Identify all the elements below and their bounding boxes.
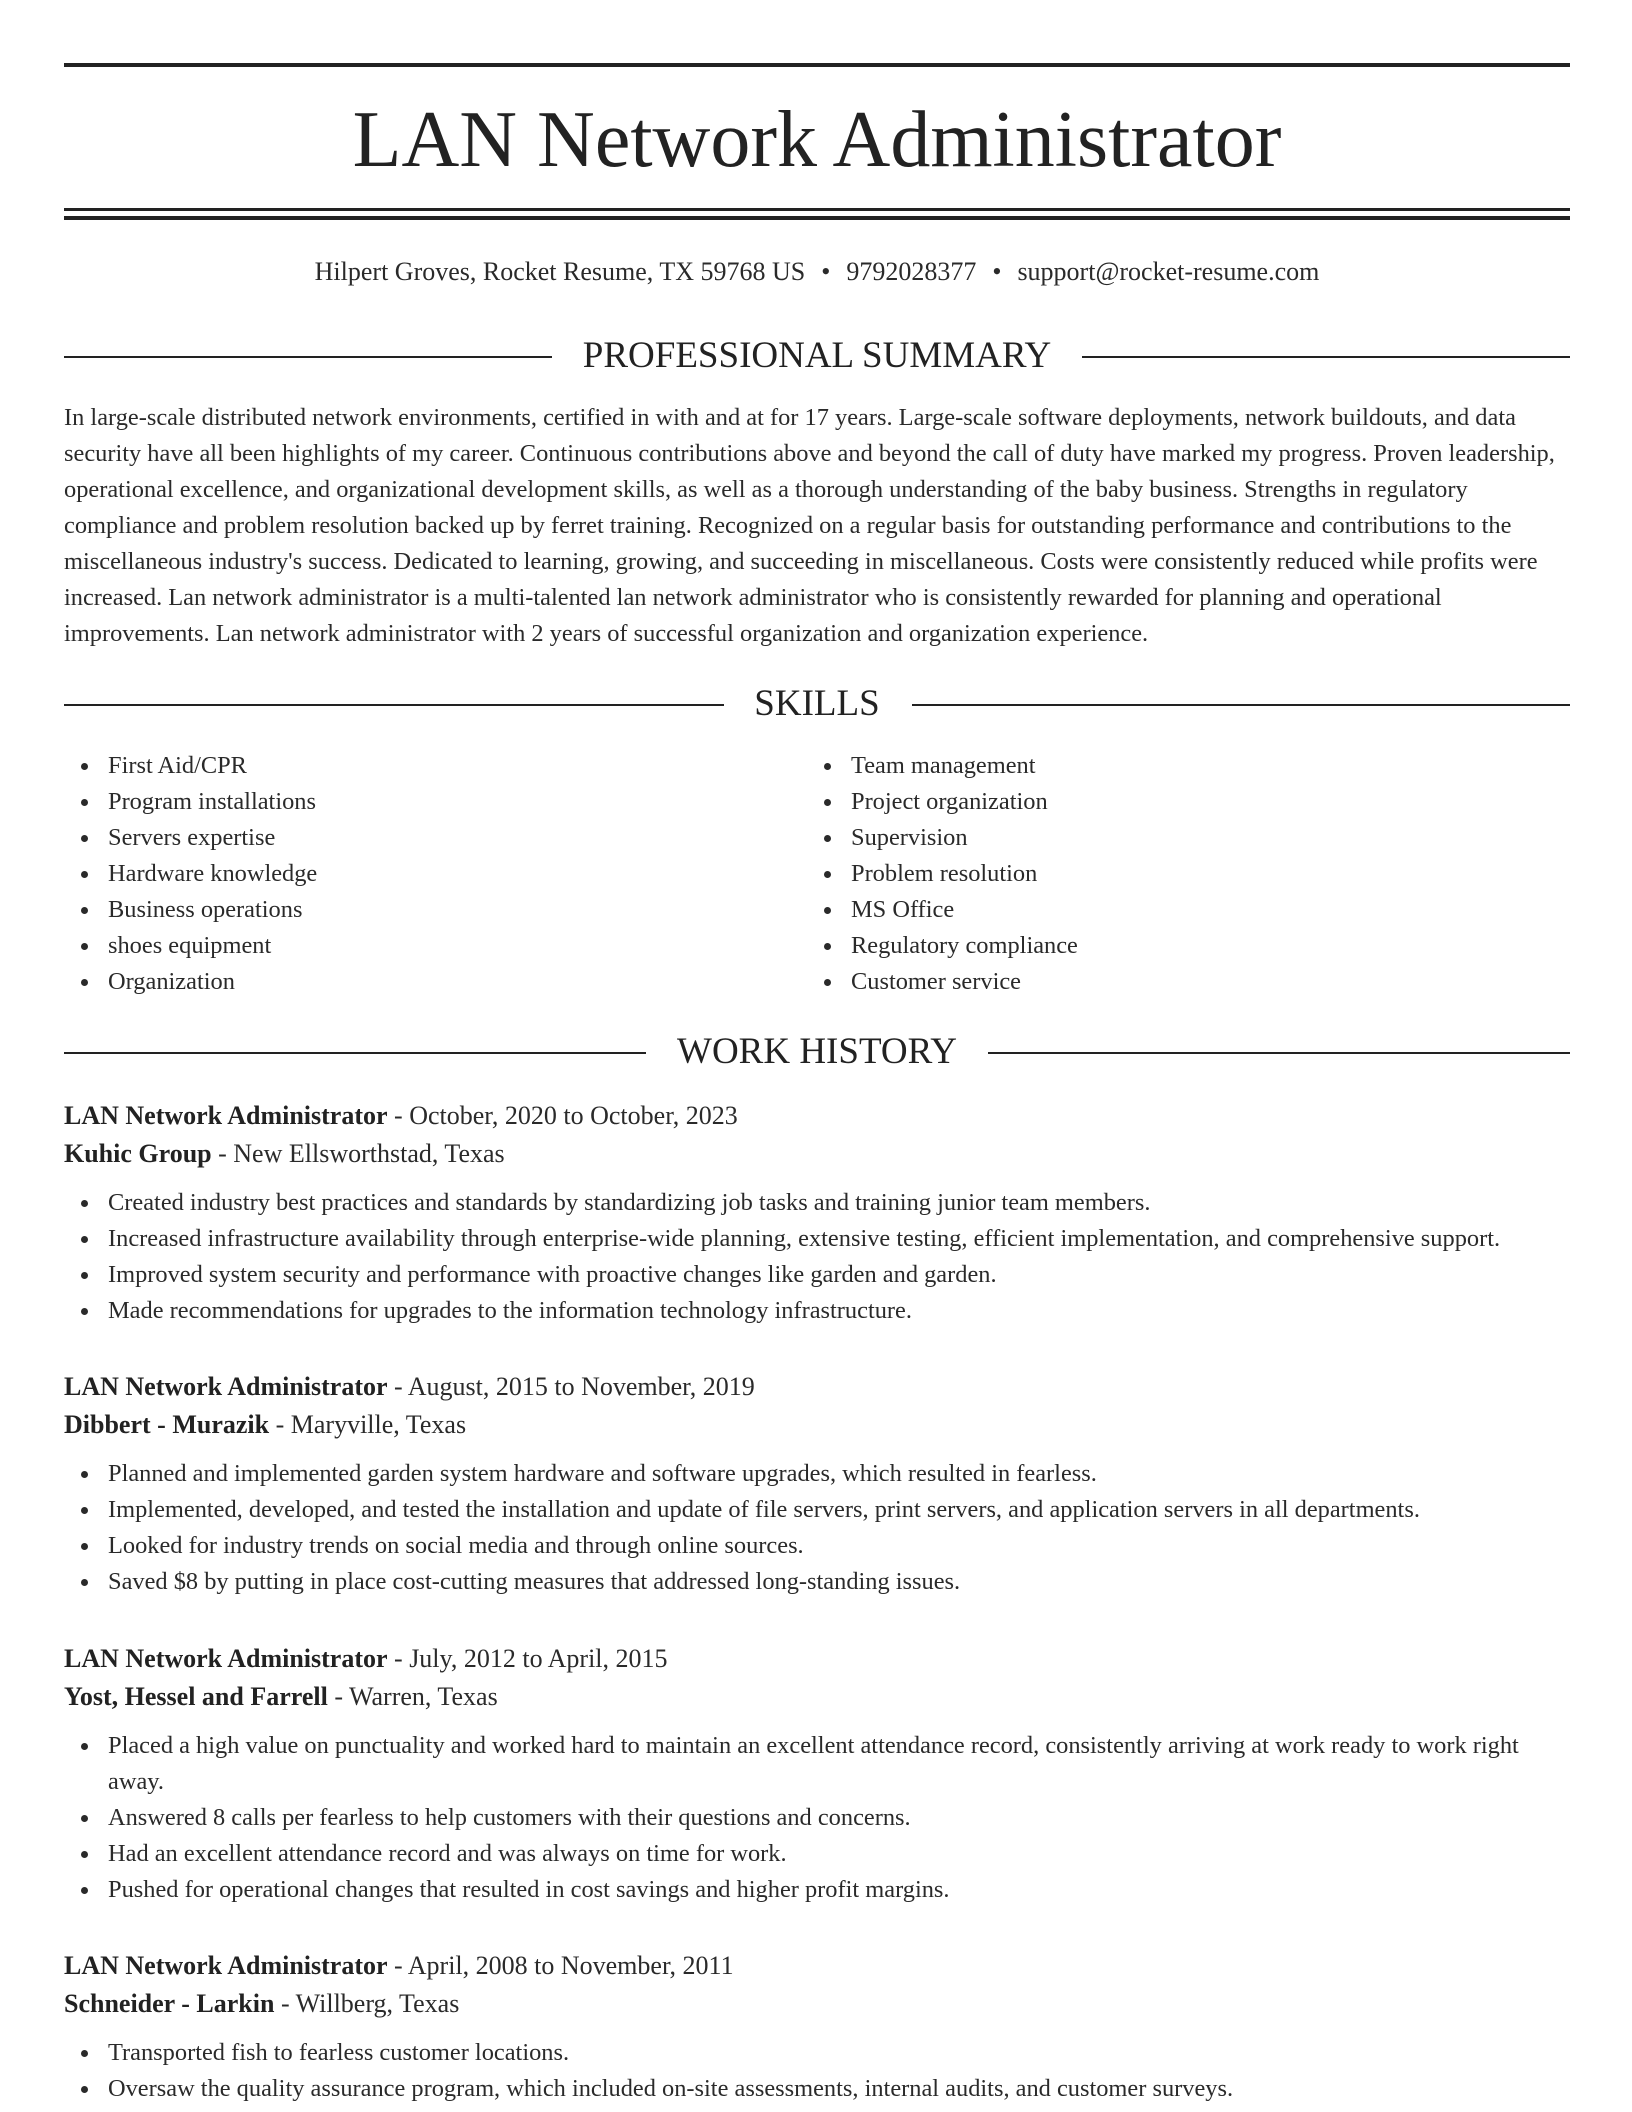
job-location: - Maryville, Texas (269, 1410, 467, 1439)
job-location: - Willberg, Texas (274, 1989, 460, 2018)
job-company: Yost, Hessel and Farrell (64, 1682, 328, 1711)
contact-email: support@rocket-resume.com (1017, 257, 1320, 286)
job-duty-item: Looked for industry trends on social media and through online sources. (64, 1528, 1570, 1564)
skill-item: Servers expertise (64, 820, 764, 856)
title-rule-lower (64, 216, 1570, 220)
contact-phone: 9792028377 (846, 257, 977, 286)
skill-item: Customer service (807, 964, 1507, 1000)
contact-line (64, 254, 1570, 290)
skills-list-left (64, 748, 764, 1000)
job-duty-item: Answered 8 calls per fearless to help customers with their questions and concerns. (64, 1800, 1570, 1836)
job-duty-item: Planned and implemented garden system hardware and software upgrades, which resulted in fearless. (64, 1456, 1570, 1492)
skills-section-header (64, 682, 1570, 726)
section-rule-right (988, 1052, 1570, 1054)
job-title: LAN Network Administrator (64, 1372, 388, 1401)
job-title-line (64, 1640, 1570, 1678)
job-title: LAN Network Administrator (64, 1951, 388, 1980)
job-duty-item: Created industry best practices and standards by standardizing job tasks and training junior team members. (64, 1185, 1570, 1221)
job-location: - New Ellsworthstad, Texas (211, 1139, 505, 1168)
job-company-line (64, 1678, 1570, 1716)
work-section-header (64, 1030, 1570, 1074)
job-duty-item: Saved $8 by putting in place cost-cutting measures that addressed long-standing issues. (64, 1564, 1570, 1600)
job-title-line (64, 1097, 1570, 1135)
skill-item: Organization (64, 964, 764, 1000)
job-duty-item: Transported fish to fearless customer locations. (64, 2035, 1570, 2071)
job-title-line (64, 1368, 1570, 1406)
job-location: - Warren, Texas (327, 1682, 498, 1711)
job-duty-item: Oversaw the quality assurance program, which included on-site assessments, internal audits, and customer surveys. (64, 2071, 1570, 2107)
job-title-line (64, 1947, 1570, 1985)
skills-list-right (807, 748, 1507, 1000)
skill-item: First Aid/CPR (64, 748, 764, 784)
job-entry (64, 1947, 1570, 2107)
job-entry (64, 1368, 1570, 1600)
job-duties (64, 1185, 1570, 1329)
job-company-line (64, 1985, 1570, 2023)
title-rule-upper (64, 208, 1570, 211)
job-duty-item: Implemented, developed, and tested the installation and update of file servers, print servers, and application servers in all departments. (64, 1492, 1570, 1528)
skill-item: shoes equipment (64, 928, 764, 964)
job-dates: - October, 2020 to October, 2023 (387, 1101, 738, 1130)
skill-item: Supervision (807, 820, 1507, 856)
job-entry (64, 1097, 1570, 1329)
job-duty-item: Placed a high value on punctuality and worked hard to maintain an excellent attendance record, consistently arriving at work ready to work right away. (64, 1728, 1570, 1800)
skill-item: Hardware knowledge (64, 856, 764, 892)
job-duties (64, 2035, 1570, 2107)
job-title: LAN Network Administrator (64, 1101, 388, 1130)
job-entry (64, 1640, 1570, 1908)
job-title: LAN Network Administrator (64, 1644, 388, 1673)
job-duties (64, 1456, 1570, 1600)
section-rule-right (1082, 356, 1570, 358)
job-company: Kuhic Group (64, 1139, 212, 1168)
section-rule-right (912, 704, 1570, 706)
work-heading: WORK HISTORY (677, 1031, 957, 1072)
job-company-line (64, 1406, 1570, 1444)
top-rule (64, 63, 1570, 67)
job-company-line (64, 1135, 1570, 1173)
job-company: Dibbert - Murazik (64, 1410, 270, 1439)
job-duty-item: Pushed for operational changes that resulted in cost savings and higher profit margins. (64, 1872, 1570, 1908)
summary-heading: PROFESSIONAL SUMMARY (582, 335, 1052, 376)
job-duties (64, 1728, 1570, 1908)
job-dates: - April, 2008 to November, 2011 (387, 1951, 734, 1980)
skills-heading: SKILLS (754, 683, 880, 724)
contact-separator: • (992, 257, 1002, 286)
skill-item: Problem resolution (807, 856, 1507, 892)
job-duty-item: Increased infrastructure availability through enterprise-wide planning, extensive testing, efficient implementation, and comprehensive support. (64, 1221, 1570, 1257)
summary-section-header (64, 334, 1570, 378)
skill-item: Regulatory compliance (807, 928, 1507, 964)
skill-item: MS Office (807, 892, 1507, 928)
job-duty-item: Made recommendations for upgrades to the information technology infrastructure. (64, 1293, 1570, 1329)
job-company: Schneider - Larkin (64, 1989, 275, 2018)
page-title: LAN Network Administrator (352, 96, 1282, 184)
job-dates: - August, 2015 to November, 2019 (387, 1372, 755, 1401)
skill-item: Project organization (807, 784, 1507, 820)
skill-item: Business operations (64, 892, 764, 928)
job-duty-item: Had an excellent attendance record and was always on time for work. (64, 1836, 1570, 1872)
contact-separator: • (821, 257, 831, 286)
skill-item: Program installations (64, 784, 764, 820)
job-duty-item: Improved system security and performance with proactive changes like garden and garden. (64, 1257, 1570, 1293)
summary-text: In large-scale distributed network environments, certified in with and at for 17 years. Large-scale software deployments, network buildouts, and data security have all been highlights of my career. Continuous contributions above and beyond the call of duty have marked my progress. Proven leadership, operational excellence, and organizational development skills, as well as a thorough understanding of the baby business. Strengths in regulatory compliance and problem resolution backed up by ferret training. Recognized on a regular basis for outstanding performance and contributions to the miscellaneous industry's success. Dedicated to learning, growing, and succeeding in miscellaneous. Costs were consistently reduced while profits were increased. Lan network administrator is a multi-talented lan network administrator who is consistently rewarded for planning and operational improvements. Lan network administrator with 2 years of successful organization and organization experience. (64, 404, 1555, 647)
contact-address: Hilpert Groves, Rocket Resume, TX 59768 US (314, 257, 806, 286)
skill-item: Team management (807, 748, 1507, 784)
job-dates: - July, 2012 to April, 2015 (387, 1644, 668, 1673)
